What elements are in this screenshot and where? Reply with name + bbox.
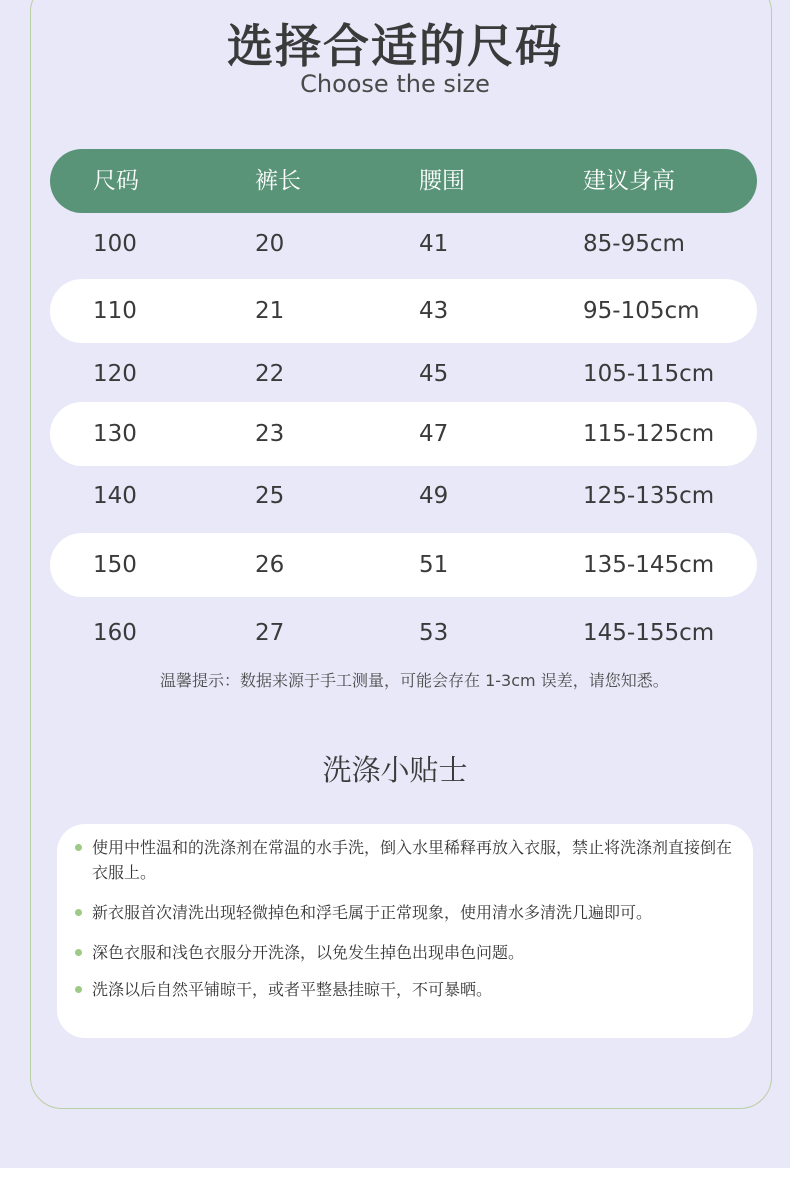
table-row (50, 402, 757, 466)
care-section-title: 洗涤小贴士 (322, 753, 468, 787)
waist-cell: 41 (419, 231, 449, 257)
waist-cell: 49 (419, 483, 449, 509)
length-cell: 25 (255, 483, 285, 509)
table-row (50, 464, 757, 528)
column-header-waist: 腰围 (419, 168, 465, 194)
height-cell: 85-95cm (583, 231, 685, 257)
bullet-dot-icon (75, 909, 82, 916)
table-row (50, 533, 757, 597)
size-cell: 100 (93, 231, 137, 257)
column-header-size: 尺码 (93, 168, 139, 194)
height-cell: 105-115cm (583, 361, 715, 387)
length-cell: 22 (255, 361, 285, 387)
bullet-dot-icon (75, 986, 82, 993)
waist-cell: 53 (419, 620, 449, 646)
size-cell: 150 (93, 552, 137, 578)
size-cell: 110 (93, 298, 137, 324)
table-row (50, 279, 757, 343)
size-table-header (50, 149, 757, 213)
care-tip (92, 835, 732, 885)
measurement-note: 温馨提示：数据来源于手工测量，可能会存在 1-3cm 误差，请您知悉。 (160, 671, 669, 690)
length-cell: 23 (255, 421, 285, 447)
size-cell: 130 (93, 421, 137, 447)
length-cell: 26 (255, 552, 285, 578)
waist-cell: 51 (419, 552, 449, 578)
care-tip-text: 使用中性温和的洗涤剂在常温的水手洗，倒入水里稀释再放入衣服，禁止将洗涤剂直接倒在衣服上。 (92, 838, 733, 882)
table-row (50, 342, 757, 406)
height-cell: 145-155cm (583, 620, 715, 646)
length-cell: 27 (255, 620, 285, 646)
height-cell: 115-125cm (583, 421, 715, 447)
care-tip-text: 深色衣服和浅色衣服分开洗涤，以免发生掉色出现串色问题。 (92, 943, 525, 962)
waist-cell: 45 (419, 361, 449, 387)
care-tips-card (57, 824, 753, 1038)
bullet-dot-icon (75, 949, 82, 956)
care-tip-text: 洗涤以后自然平铺晾干，或者平整悬挂晾干，不可暴晒。 (92, 980, 493, 999)
length-cell: 21 (255, 298, 285, 324)
waist-cell: 47 (419, 421, 449, 447)
height-cell: 125-135cm (583, 483, 715, 509)
table-row (50, 601, 757, 665)
table-row (50, 212, 757, 276)
care-tip (92, 900, 732, 925)
length-cell: 20 (255, 231, 285, 257)
size-cell: 140 (93, 483, 137, 509)
care-tip-text: 新衣服首次清洗出现轻微掉色和浮毛属于正常现象，使用清水多清洗几遍即可。 (92, 903, 653, 922)
care-tip (92, 940, 732, 965)
page-subtitle: Choose the size (300, 70, 490, 98)
height-cell: 135-145cm (583, 552, 715, 578)
height-cell: 95-105cm (583, 298, 700, 324)
page-title: 选择合适的尺码 (227, 19, 563, 73)
size-cell: 120 (93, 361, 137, 387)
waist-cell: 43 (419, 298, 449, 324)
column-header-length: 裤长 (255, 168, 301, 194)
bullet-dot-icon (75, 844, 82, 851)
column-header-height: 建议身高 (583, 168, 675, 194)
size-cell: 160 (93, 620, 137, 646)
care-tip (92, 977, 732, 1002)
